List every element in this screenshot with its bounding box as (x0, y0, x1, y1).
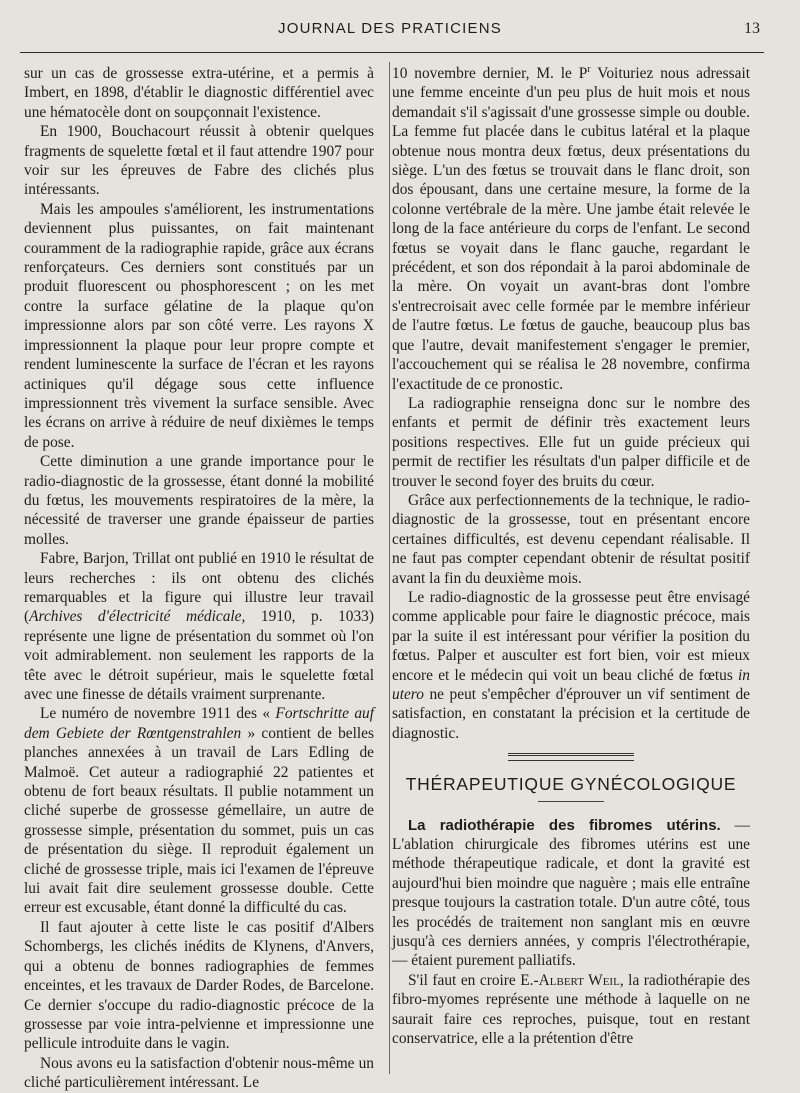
paragraph: Grâce aux perfectionnements de la technique, le radio-diagnostic de la grossesse, tout en présentant encore certaines difficultés, est devenu cependant réalisable. Il ne faut pas compter cependant obtenir de résultat positif avant la fin du deuxième mois. (392, 491, 750, 587)
citation-title: Archives d'électricité médicale, (29, 608, 246, 626)
text-span: ne peut s'empêcher d'éprouver un vif sentiment de satisfaction, en constatant la précision et la certitude de diagnostic. (392, 686, 750, 742)
paragraph: Il faut ajouter à cette liste le cas positif d'Albers Schombergs, les clichés inédits de Klynens, d'Anvers, qui a obtenu de bonnes radiographies de femmes enceintes, et les travaux de Darder Rodes, de Barcelone. Ce dernier s'occupe du radio-diagnostic précoce de la grossesse par voie intra-pelvienne et impressionne une pellicule introduite dans le vagin. (24, 918, 374, 1053)
section-rule (538, 801, 604, 802)
paragraph (392, 816, 750, 971)
section-title: THÉRAPEUTIQUE GYNÉCOLOGIQUE (405, 774, 737, 795)
text-span: , la radiothérapie des fibro-myomes représente une méthode à laquelle on ne saurait faire ces reproches, puisque, tout en restant conservatrice, elle a la prétention d'être (392, 971, 751, 1048)
paragraph: Cette diminution a une grande importance pour le radio-diagnostic de la grossesse, étant donné la mobilité du fœtus, les mouvements respiratoires de la mère, la nécessité de traverser une grande épaisseur de parties molles. (24, 453, 374, 548)
paragraph (392, 588, 750, 743)
text-span: S'il faut en croire E.- (408, 971, 539, 989)
text-span: Voituriez nous adressait une femme enceinte d'un peu plus de huit mois et nous demandait s'il s'agissait d'une grossesse simple ou double. La femme fut placée dans le cubitus latéral et la plaque obtenue nous montra deux fœtus, deux présentations du siège. L'un des fœtus se trouvait dans le flanc droit, son dos épousant, dans une certaine mesure, la forme de la colonne vertébrale de la mère. Une jambe était relevée le long de la face antérieure du corps de l'enfant. Le second fœtus se voyait dans le flanc gauche, regardant le précédent, et son dos répondait à la paroi abdominale de la mère. On voyait un avant-bras dont l'ombre s'entrecroisait avec celle formée par le membre inférieur de l'autre fœtus. Le fœtus de gauche, beaucoup plus bas que l'autre, devait manifestement s'engager le premier, l'accouchement qui se réalisa le 28 novembre, confirma l'exactitude de ce pronostic. (392, 65, 750, 393)
page-number: 13 (744, 20, 760, 37)
text-span: Le numéro de novembre 1911 des « (40, 705, 276, 723)
paragraph: En 1900, Bouchacourt réussit à obtenir quelques fragments de squelette fœtal et il faut attendre 1907 pour voir sur les épreuves de Fabre des clichés plus intéressants. (24, 123, 374, 199)
left-column (24, 64, 374, 1093)
paragraph (392, 971, 750, 1049)
header-rule (20, 52, 764, 53)
text-span: — L'ablation chirurgicale des fibromes utérins est une méthode thérapeutique radicale, et dont la gravité est aujourd'hui bien moindre que naguère ; mais elle entraîne presque toujours la castration totale. D'un autre côté, tous les procédés de traitement non sanglant mis en œuvre jusqu'à ces derniers années, y compris l'électrothérapie, — étaient purement palliatifs. (392, 816, 750, 970)
text-span: 1910, p. 1033) représente une ligne de présentation du sommet où l'on voit admirablement. non seulement les rapports de la tête avec le détroit supérieur, mais le squelette fœtal avec une finesse de détails vraiment surprenante. (24, 608, 374, 703)
page-header (20, 20, 760, 44)
text-span: » contient de belles planches annexées à un travail de Lars Edling de Malmoë. Cet auteur a radiographié 22 patientes et obtenu de fort beaux résultats. Il publie notamment un cliché superbe de grossesse gémellaire, un autre de grossesse simple, présentation du sommet, puis un cas de présentation du siège. Il reproduit également un cliché de grossesse triple, mais ici l'examen de l'épreuve lui avait fait dire seulement grossesse double. Cette erreur est excusable, étant donné la difficulté du cas. (24, 724, 374, 917)
text-span: 10 novembre dernier, M. le P (392, 65, 588, 82)
paragraph (392, 64, 750, 394)
citation-title: Fortschritte auf dem Gebiete der Rœntgenstrahlen (24, 705, 374, 742)
paragraph (24, 549, 374, 704)
paragraph: Mais les ampoules s'améliorent, les instrumentations deviennent plus puissantes, on fait maintenant couramment de la radiographie rapide, grâce aux écrans renforçateurs. Ces derniers sont constitués par un produit fluorescent ou phosphorescent ; on les met contre la surface gélatine de la plaque qu'on impressionne alors par son côté verre. Les rayons X impressionnent la plaque pour leur propre compte et rendent luminescente la surface de l'écran et les rayons actiniques qu'il dégage sous cette influence impressionnent très vivement la surface sensible. Avec les écrans on arrive à réduire de neuf dixièmes le temps de pose. (24, 200, 374, 451)
text-span: Le radio-diagnostic de la grossesse peut être envisagé comme applicable pour faire le diagnostic précoce, mais par la suite il est intéressant pour vérifier la position du fœtus. Palper et ausculter est fort bien, voir est mieux encore et le médecin qui voit un beau cliché de fœtus (392, 588, 750, 684)
italic-phrase: in utero (392, 666, 750, 703)
paragraph: Nous avons eu la satisfaction d'obtenir nous-même un cliché particulièrement intéressant. Le (24, 1054, 374, 1092)
article-lead: La radiothérapie des fibromes utérins. (408, 816, 721, 834)
author-name: Albert Weil (538, 971, 620, 989)
paragraph: sur un cas de grossesse extra-utérine, et a permis à Imbert, en 1898, d'établir le diagnostic différentiel avec une hématocèle dont on soupçonnait l'existence. (24, 65, 374, 121)
right-column (392, 64, 750, 1049)
paragraph: La radiographie renseigna donc sur le nombre des enfants et permit de définir très exactement leurs positions respectives. Elle fut un guide précieux qui permit de rectifier les résultats d'un palper difficile et de trouver le second foyer des bruits du cœur. (392, 394, 750, 490)
section-ornament (508, 753, 634, 761)
superscript: r (587, 63, 591, 75)
text-span: Fabre, Barjon, Trillat ont publié en 1910 le résultat de leurs recherches : ils ont obtenu des clichés remarquables et la figure qui illustre leur travail ( (24, 550, 374, 626)
journal-title: JOURNAL DES PRATICIENS (278, 20, 502, 37)
column-divider (389, 62, 390, 1074)
paragraph (24, 704, 374, 917)
